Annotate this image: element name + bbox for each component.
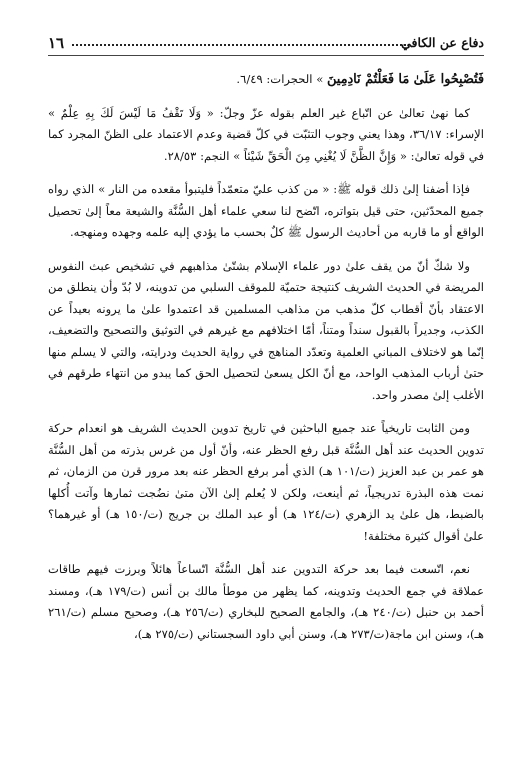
paragraph-quranic-evidence: كما نهىٰ تعالىٰ عن اتّباع غير العلم بقوله عزّ وجلّ: « وَلَا تَقْفُ مَا لَيْسَ لَكَ بِهِ عِلْمٌ » الإسراء: ٣٦/١٧، وهذا يعني وجوب التثبّت في كلّ قضية وعدم الاعتماد على الظنّ المجرد كما في قوله تعالىٰ: « وَإِنَّ الظَّنَّ لَا يُغْنِي مِنَ الْحَقِّ شَيْئاً » النجم: ٢٨/٥٣. xyxy=(48,105,484,163)
paragraph-expansion-of-codification: نعم، اتّسعت فيما بعد حركة التدوين عند أهل السُّنَّة اتّساعاً هائلاً وبرزت فيهم طاقات عملاقة في جمع الحديث وتدوينه، كما يظهر من موطأ مالك بن أنس (ت/١٧٩ هـ)، ومسند أحمد بن حنبل (ت/٢٤٠ هـ)، والجامع الصحيح للبخاري (ت/٢٥٦ هـ)، وصحيح مسلم (ت/٢٦١ هـ)، وسنن ابن ماجة(ت/٢٧٣ هـ)، وسنن أبي داود السجستاني (ت/٢٧٥ هـ)، xyxy=(48,562,485,641)
paragraph-hadith-evidence: فإذا أضفنا إلىٰ ذلك قوله ﷺ: « من كذب عليّ متعمّداً فليتبوأ مقعده من النار » الذي رواه جميع المحدّثين، حتى قيل بتواتره، اتّضح لنا سعي علماء أهل السُّنَّة والشيعة معاً إلىٰ تحصيل الواقع أو ما قاربه من أحاديث الرسول ﷺ كلٌ بحسب ما يؤدي إليه علمه وجهده ومنهجه. xyxy=(48,182,484,239)
page-header xyxy=(48,33,484,55)
verse-continuation-paragraph xyxy=(48,69,484,91)
header-dotted-leader xyxy=(72,44,406,46)
paragraph-scholars-role: ولا شكّ أنّ من يقف علىٰ دور علماء الإسلام بشتّىٰ مذاهبهم في تشخيص عبث النفوس المريضة في الحديث الشريف كنتيجة حتميّة للموقف السلبي من تدوينه، لا بُدّ وأن ينطلق من الاعتقاد بأنّ أقطاب كلّ مذهب من مذاهب المسلمين قد اعتمدوا علىٰ ما يرونه بعيداً عن الكذب، وجديراً بالقبول سنداً ومتناً، أمّا اختلافهم مع غيرهم في التوثيق والتصحيح والتضعيف، إنّما هو لاختلاف المباني العلمية وتعدّد المناهج في رواية الحديث ودرايته، والتي لا يسلم منها حتىٰ أرباب المذهب الواحد، مع أنّ الكل يسعىٰ لتحصيل الحق كما يبدو من انتهاء طرقهم في الأغلب إلىٰ مصدر واحد. xyxy=(48,258,484,402)
book-page xyxy=(48,33,484,753)
page-body xyxy=(48,69,484,645)
quran-verse: فَتُصْبِحُوا عَلَىٰ مَا فَعَلْتُمْ نَادِمِينَ xyxy=(327,72,484,87)
verse-citation: » الحجرات: ٦/٤٩. xyxy=(236,72,324,86)
paragraph-history-of-codification: ومن الثابت تاريخياً عند جميع الباحثين في تاريخ تدوين الحديث الشريف هو انعدام حركة تدوين الحديث عند أهل السُّنَّة قبل رفع الحظر عنه، وأنّ أول من غرس بذرته من أهل السُّنَّة هو عمر بن عبد العزيز (ت/١٠١ هـ) الذي أمر برفع الحظر عنه بعد مرور قرن من الزمان، ثم نمت هذه البذرة تدريجياً، ثم أينعت، ولكن لا يُعلم إلىٰ الآن متىٰ نضُجت ثمارها وآتت أُكلها بالضبط، هل علىٰ يد الزهري (ت/١٢٤ هـ) أو عبد الملك بن جريج (ت/١٥٠ هـ) أو غيرهما؟ علىٰ أقوال كثيرة مختلفة! xyxy=(48,421,485,543)
running-title: دفاع عن الكافي xyxy=(401,35,484,50)
page-number: ١٦ xyxy=(48,34,65,52)
header-rule xyxy=(48,55,484,56)
